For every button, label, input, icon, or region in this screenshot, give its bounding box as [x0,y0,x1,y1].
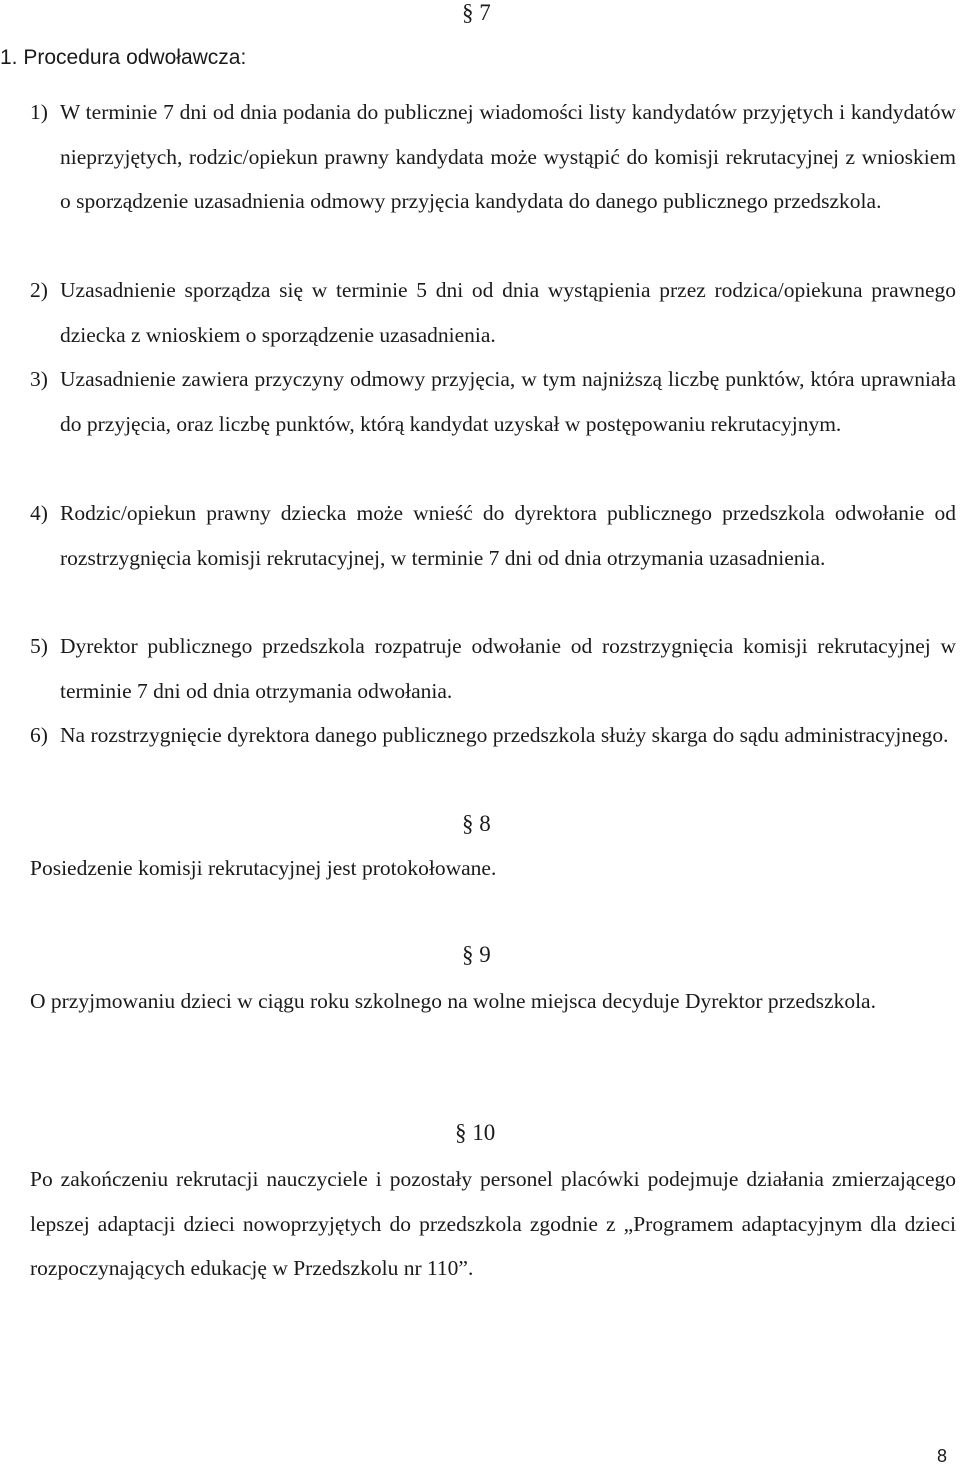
paragraph-8: Posiedzenie komisji rekrutacyjnej jest protokołowane. [30,856,497,880]
list-item [30,268,956,357]
list-item-number: 2) [30,278,48,302]
list-item-number: 4) [30,501,48,525]
list-item-number: 1) [30,100,48,124]
section-8-heading: § 8 [462,811,491,836]
list-item-number: 5) [30,634,48,658]
list-item-text: Na rozstrzygnięcie dyrektora danego publicznego przedszkola służy skarga do sądu administracyjnego. [60,723,949,747]
list-item-text: W terminie 7 dni od dnia podania do publicznej wiadomości listy kandydatów przyjętych i kandydatów nieprzyjętych, rodzic/opiekun prawny kandydata może wystąpić do komisji rekrutacyjnej z wnioskiem o sporządzenie uzasadnienia odmowy przyjęcia kandydata do danego publicznego przedszkola. [60,100,956,213]
page-number: 8 [937,1446,948,1466]
list-item-text: Rodzic/opiekun prawny dziecka może wnieść do dyrektora publicznego przedszkola odwołanie od rozstrzygnięcia komisji rekrutacyjnej, w terminie 7 dni od dnia otrzymania uzasadnienia. [60,501,956,570]
section-9-heading: § 9 [462,942,491,967]
list-item [30,624,956,713]
paragraph-10: Po zakończeniu rekrutacji nauczyciele i pozostały personel placówki podejmuje działania zmierzającego lepszej adaptacji dzieci nowoprzyjętych do przedszkola zgodnie z „Programem adaptacyjnym dla dzieci rozpoczynających edukację w Przedszkolu nr 110”. [30,1167,956,1280]
list-item-text: Uzasadnienie zawiera przyczyny odmowy przyjęcia, w tym najniższą liczbę punktów, która uprawniała do przyjęcia, oraz liczbę punktów, którą kandydat uzyskał w postępowaniu rekrutacyjnym. [60,367,956,436]
section-10-heading: § 10 [455,1120,496,1145]
paragraph-9: O przyjmowaniu dzieci w ciągu roku szkolnego na wolne miejsca decyduje Dyrektor przedszkola. [30,989,876,1013]
list-item-text: Dyrektor publicznego przedszkola rozpatruje odwołanie od rozstrzygnięcia komisji rekrutacyjnej w terminie 7 dni od dnia otrzymania odwołania. [60,634,956,703]
list-item-number: 3) [30,367,48,391]
list-item [30,491,956,580]
section-7-heading: § 7 [462,0,491,25]
list-item [30,90,956,224]
list-item [30,713,956,758]
list-item-text: Uzasadnienie sporządza się w terminie 5 dni od dnia wystąpienia przez rodzica/opiekuna prawnego dziecka z wnioskiem o sporządzenie uzasadnienia. [60,278,956,347]
list-item-number: 6) [30,723,48,747]
procedure-heading: 1. Procedura odwoławcza: [0,46,247,69]
list-item [30,357,956,446]
